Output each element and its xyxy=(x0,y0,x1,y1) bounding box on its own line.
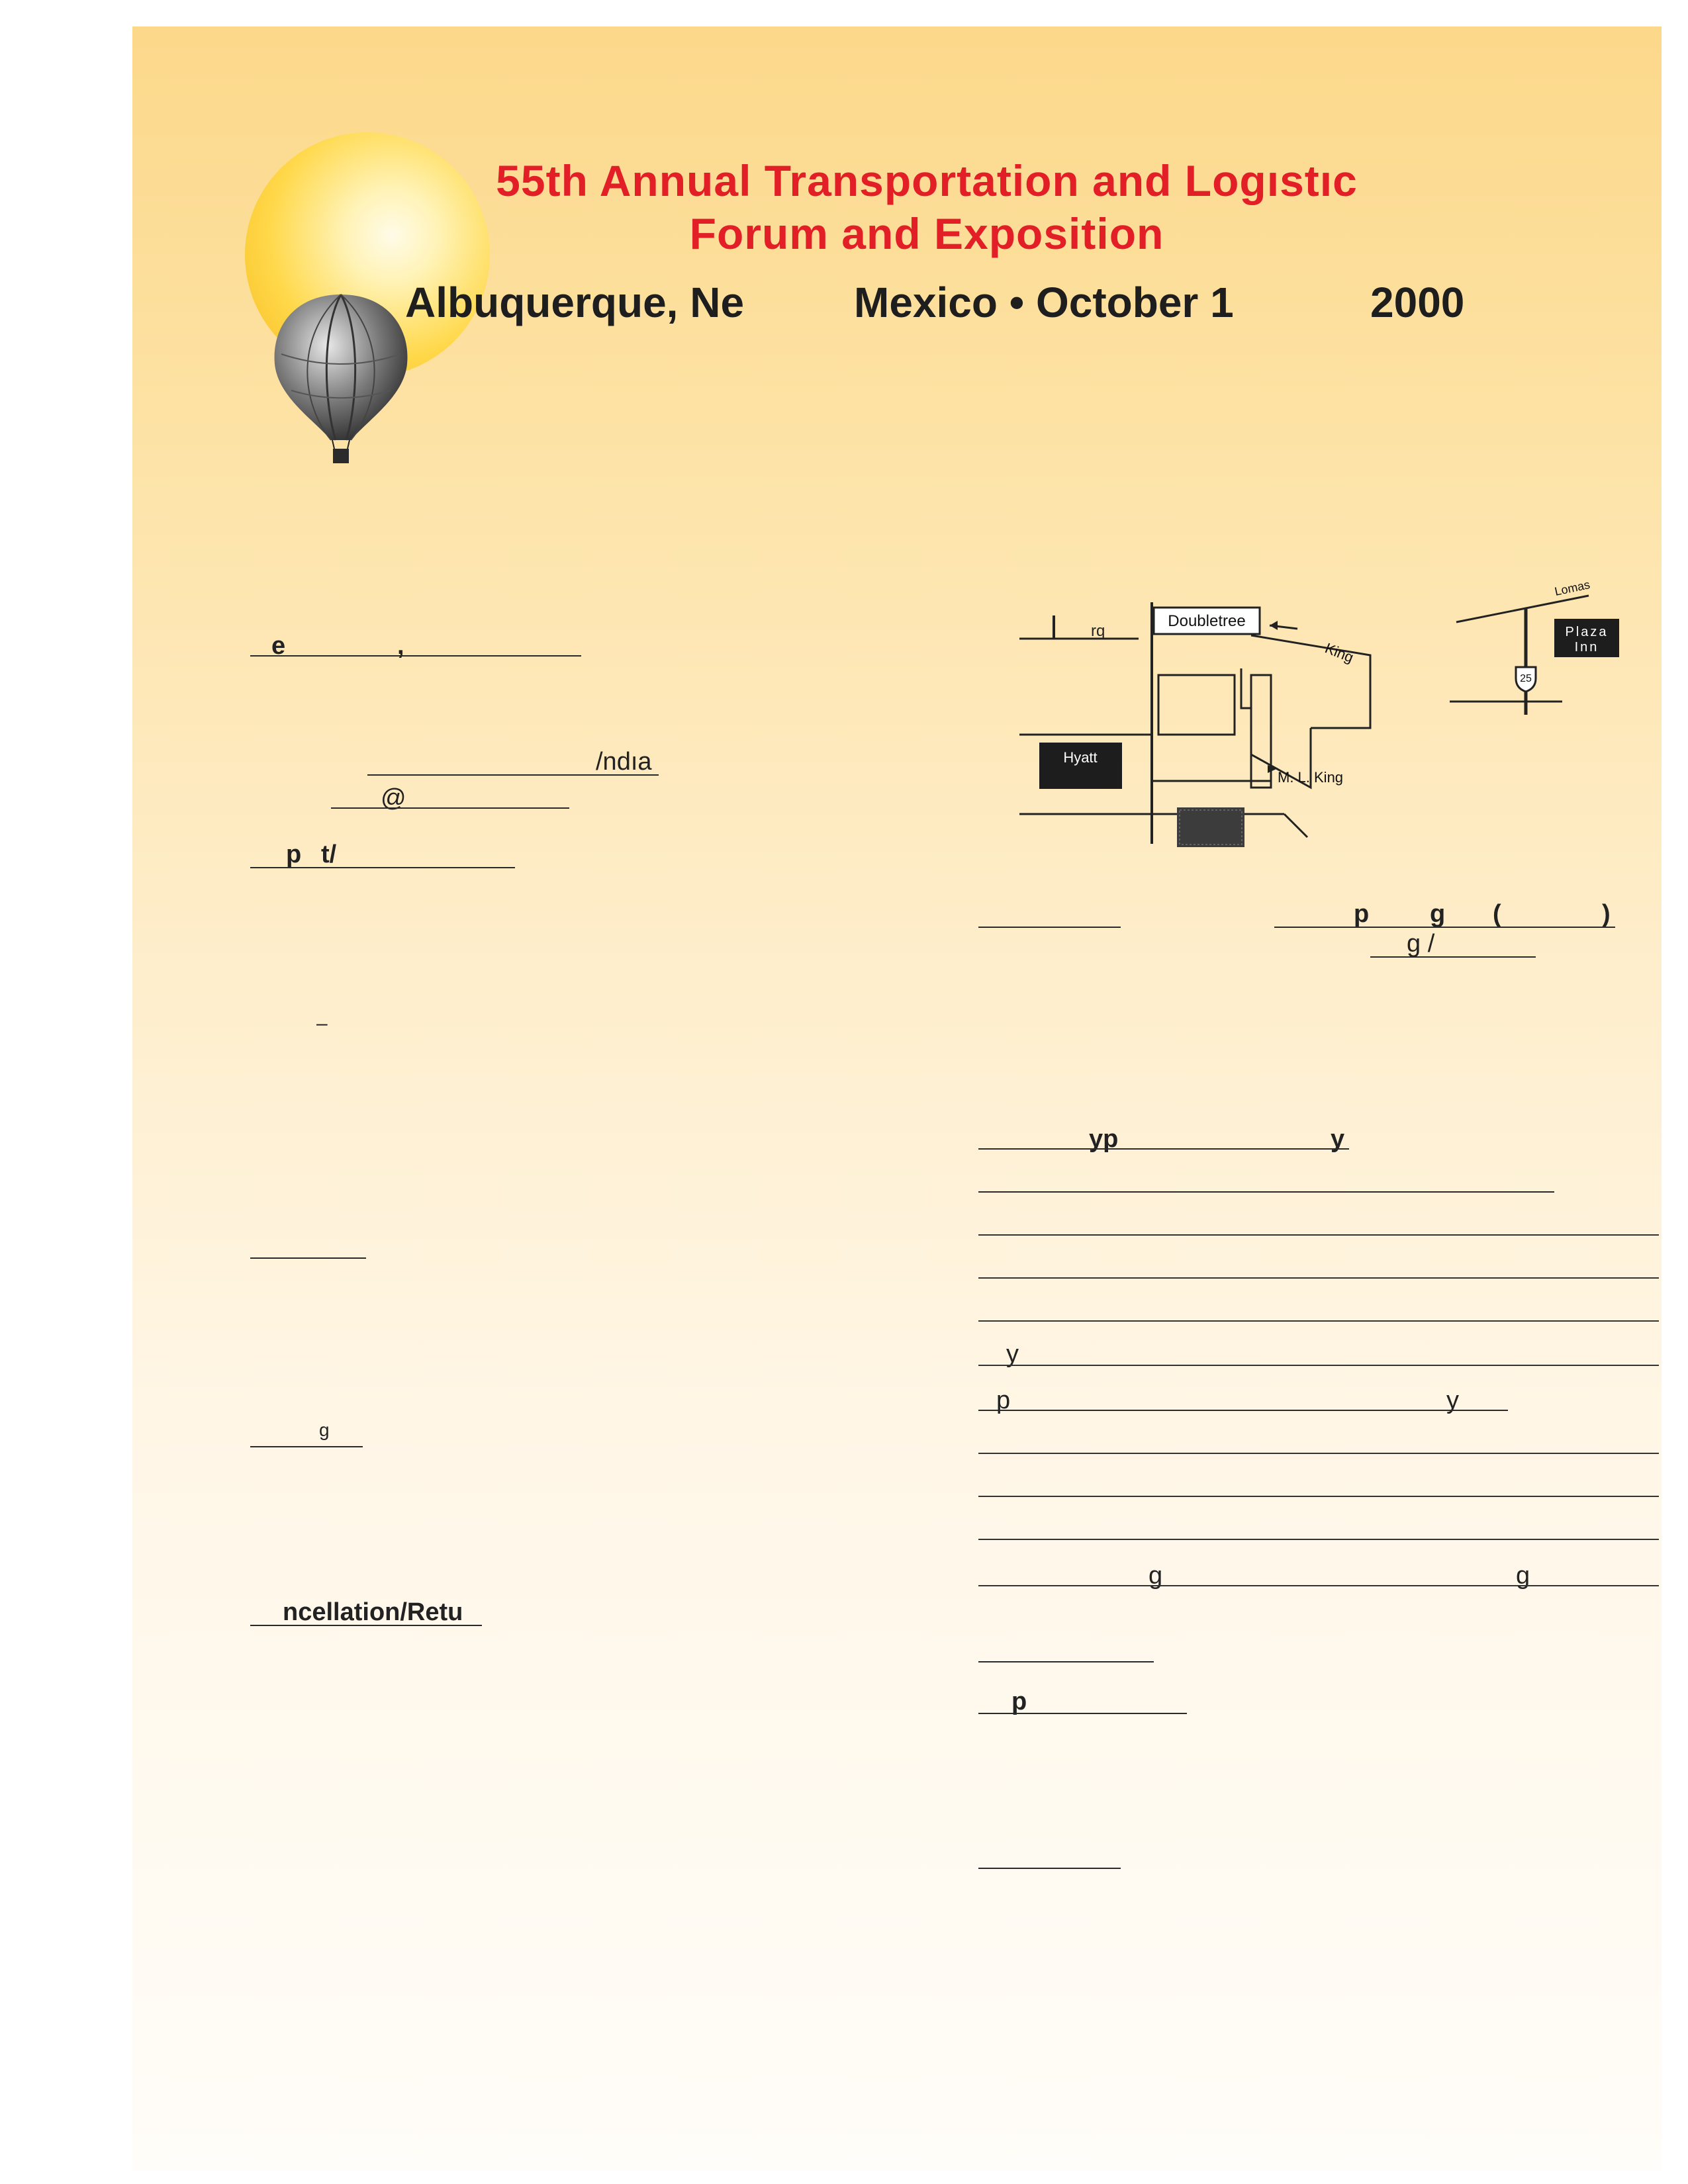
hot-air-balloon-icon xyxy=(268,291,414,470)
form-field-line-c[interactable] xyxy=(978,1277,1659,1279)
page-title-line-1: 55th Annual Transportation and Logıstıc xyxy=(496,156,1358,205)
form-fragment-t: t/ xyxy=(321,841,337,868)
hotel-location-map xyxy=(1000,582,1397,860)
subtitle-city: Albuquerque, Ne xyxy=(405,279,745,326)
form-fragment-p: p xyxy=(286,841,302,868)
king-label: King xyxy=(1323,639,1356,666)
interstate-25-shield: 25 xyxy=(1520,673,1532,684)
right-heading-rule-4 xyxy=(978,1713,1187,1714)
form-field-line-g[interactable] xyxy=(978,1453,1659,1454)
form-field-line-right-1[interactable] xyxy=(1370,956,1536,958)
form-field-line-d[interactable] xyxy=(978,1320,1659,1322)
plaza-label: Plaza xyxy=(1565,625,1609,639)
form-field-line-dept[interactable] xyxy=(250,867,515,868)
form-field-line-e[interactable] xyxy=(978,1365,1659,1366)
form-fragment-at: @ xyxy=(381,784,406,812)
form-field-line-type[interactable] xyxy=(978,1148,1349,1150)
form-fragment-india: /ndıa xyxy=(596,748,652,776)
form-fragment-g2: g xyxy=(1149,1562,1163,1590)
lomas-label: Lomas xyxy=(1553,578,1591,598)
form-field-line-h[interactable] xyxy=(978,1496,1659,1497)
form-fragment-y2: y xyxy=(1006,1340,1019,1368)
form-fragment-p1: p xyxy=(1354,900,1370,928)
right-heading-rule-3 xyxy=(978,1661,1154,1662)
page-title-line-2: Forum and Exposition xyxy=(689,209,1164,258)
form-fragment-e: e xyxy=(271,632,286,660)
cancellation-heading: ncellation/Retu xyxy=(283,1598,463,1626)
form-field-line-j[interactable] xyxy=(978,1585,1659,1586)
form-field-line-b[interactable] xyxy=(978,1234,1659,1236)
form-fragment-y3: y xyxy=(1446,1387,1459,1414)
form-fragment-y1: y xyxy=(1331,1125,1345,1153)
plaza-inn-map xyxy=(1436,569,1622,721)
form-fragment-paren-open: ( xyxy=(1493,900,1501,928)
form-fragment-p3: p xyxy=(1011,1688,1027,1715)
section-heading-rule-1 xyxy=(250,1257,366,1259)
form-fragment-g-slash: g / xyxy=(1407,930,1435,958)
form-field-line-name[interactable] xyxy=(250,655,581,657)
form-field-line-country[interactable] xyxy=(367,774,659,776)
form-fragment-g3: g xyxy=(1516,1562,1530,1590)
hyatt-label: Hyatt xyxy=(1063,749,1098,766)
subtitle-date: Mexico • October 1 xyxy=(854,279,1234,326)
ml-king-label: M. L. King xyxy=(1278,769,1344,786)
right-heading-rule-2 xyxy=(1274,927,1615,928)
form-fragment-paren-close: ) xyxy=(1602,900,1611,928)
form-field-line-a[interactable] xyxy=(978,1191,1554,1193)
cancellation-heading-rule xyxy=(250,1625,482,1626)
form-field-line-email[interactable] xyxy=(331,807,569,809)
subtitle-year: 2000 xyxy=(1370,279,1465,326)
map-label-rq: rq xyxy=(1091,622,1105,640)
form-fragment-comma: , xyxy=(397,632,404,660)
inn-label: Inn xyxy=(1574,640,1599,655)
right-heading-rule-5 xyxy=(978,1868,1121,1869)
form-fragment-yp: yp xyxy=(1089,1125,1119,1153)
right-heading-rule-1 xyxy=(978,927,1121,928)
form-field-line-f[interactable] xyxy=(978,1410,1508,1411)
form-field-line-i[interactable] xyxy=(978,1539,1659,1540)
doubletree-label: Doubletree xyxy=(1168,612,1246,630)
section-heading-rule-2 xyxy=(250,1446,363,1447)
form-fragment-g: ɡ xyxy=(319,1420,330,1440)
form-fragment-dash: – xyxy=(316,1013,328,1034)
form-fragment-p2: p xyxy=(996,1387,1011,1414)
form-fragment-g1: g xyxy=(1430,900,1446,928)
